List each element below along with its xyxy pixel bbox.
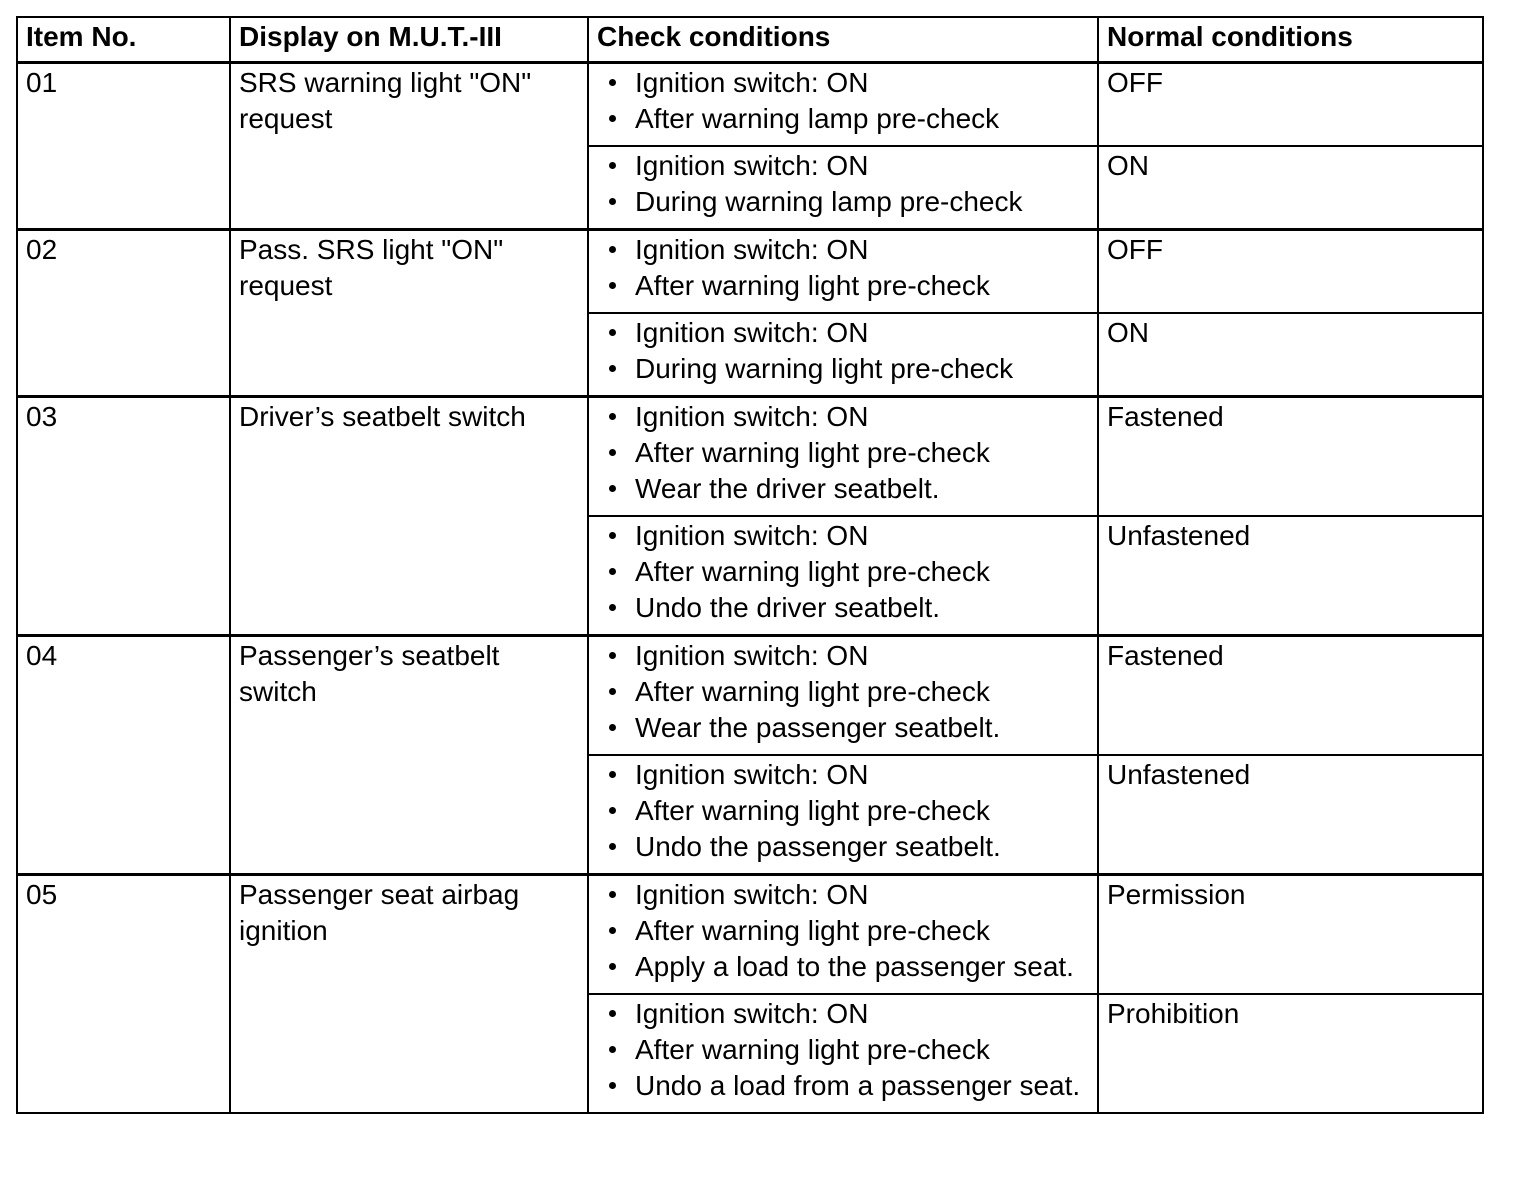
item-number-cell: 05 [17, 875, 230, 1114]
display-name-cell: SRS warning light "ON" request [230, 63, 588, 230]
check-conditions-cell [588, 63, 1098, 147]
normal-condition-cell: OFF [1098, 230, 1483, 314]
check-condition-item: Ignition switch: ON [597, 232, 1089, 268]
header-display: Display on M.U.T.-III [230, 17, 588, 63]
check-conditions-cell [588, 313, 1098, 397]
check-condition-item: After warning light pre-check [597, 793, 1089, 829]
header-item-no: Item No. [17, 17, 230, 63]
check-condition-item: After warning light pre-check [597, 554, 1089, 590]
check-conditions-list [597, 399, 1089, 507]
check-condition-item: Ignition switch: ON [597, 877, 1089, 913]
header-check-conditions: Check conditions [588, 17, 1098, 63]
table-row [17, 63, 1483, 147]
check-conditions-list [597, 877, 1089, 985]
check-conditions-list [597, 638, 1089, 746]
normal-condition-cell: Fastened [1098, 636, 1483, 756]
header-normal-conditions: Normal conditions [1098, 17, 1483, 63]
check-condition-item: After warning light pre-check [597, 268, 1089, 304]
check-conditions-list [597, 315, 1089, 387]
table-row [17, 230, 1483, 314]
check-conditions-list [597, 65, 1089, 137]
check-condition-item: Ignition switch: ON [597, 315, 1089, 351]
check-condition-item: Ignition switch: ON [597, 399, 1089, 435]
normal-condition-cell: ON [1098, 146, 1483, 230]
check-condition-item: During warning lamp pre-check [597, 184, 1089, 220]
check-conditions-cell [588, 636, 1098, 756]
table-header-row [17, 17, 1483, 63]
item-number-cell: 03 [17, 397, 230, 636]
normal-condition-cell: Fastened [1098, 397, 1483, 517]
table-row [17, 636, 1483, 756]
check-conditions-list [597, 232, 1089, 304]
check-conditions-cell [588, 994, 1098, 1113]
check-condition-item: Ignition switch: ON [597, 996, 1089, 1032]
normal-condition-cell: Unfastened [1098, 755, 1483, 875]
check-condition-item: Wear the passenger seatbelt. [597, 710, 1089, 746]
check-condition-item: After warning lamp pre-check [597, 101, 1089, 137]
check-conditions-cell [588, 755, 1098, 875]
check-conditions-list [597, 148, 1089, 220]
check-condition-item: Ignition switch: ON [597, 757, 1089, 793]
check-condition-item: During warning light pre-check [597, 351, 1089, 387]
check-conditions-list [597, 996, 1089, 1104]
check-condition-item: Ignition switch: ON [597, 638, 1089, 674]
check-condition-item: After warning light pre-check [597, 674, 1089, 710]
normal-condition-cell: Permission [1098, 875, 1483, 995]
check-condition-item: After warning light pre-check [597, 913, 1089, 949]
normal-condition-cell: Prohibition [1098, 994, 1483, 1113]
check-condition-item: Undo a load from a passenger seat. [597, 1068, 1089, 1104]
display-name-cell: Passenger seat airbag ignition [230, 875, 588, 1114]
check-conditions-cell [588, 516, 1098, 636]
display-name-cell: Pass. SRS light "ON" request [230, 230, 588, 397]
check-conditions-cell [588, 397, 1098, 517]
check-conditions-cell [588, 875, 1098, 995]
table-body [17, 63, 1483, 1114]
check-condition-item: Ignition switch: ON [597, 148, 1089, 184]
check-condition-item: After warning light pre-check [597, 1032, 1089, 1068]
item-number-cell: 02 [17, 230, 230, 397]
item-number-cell: 01 [17, 63, 230, 230]
display-name-cell: Driver’s seatbelt switch [230, 397, 588, 636]
check-condition-item: After warning light pre-check [597, 435, 1089, 471]
table-row [17, 397, 1483, 517]
display-name-cell: Passenger’s seatbelt switch [230, 636, 588, 875]
table-row [17, 875, 1483, 995]
check-condition-item: Undo the passenger seatbelt. [597, 829, 1089, 865]
check-condition-item: Wear the driver seatbelt. [597, 471, 1089, 507]
item-number-cell: 04 [17, 636, 230, 875]
check-condition-item: Ignition switch: ON [597, 518, 1089, 554]
check-condition-item: Ignition switch: ON [597, 65, 1089, 101]
diagnostic-data-table [16, 16, 1484, 1114]
check-condition-item: Apply a load to the passenger seat. [597, 949, 1089, 985]
normal-condition-cell: OFF [1098, 63, 1483, 147]
normal-condition-cell: Unfastened [1098, 516, 1483, 636]
normal-condition-cell: ON [1098, 313, 1483, 397]
check-conditions-list [597, 518, 1089, 626]
check-condition-item: Undo the driver seatbelt. [597, 590, 1089, 626]
check-conditions-cell [588, 230, 1098, 314]
check-conditions-cell [588, 146, 1098, 230]
check-conditions-list [597, 757, 1089, 865]
